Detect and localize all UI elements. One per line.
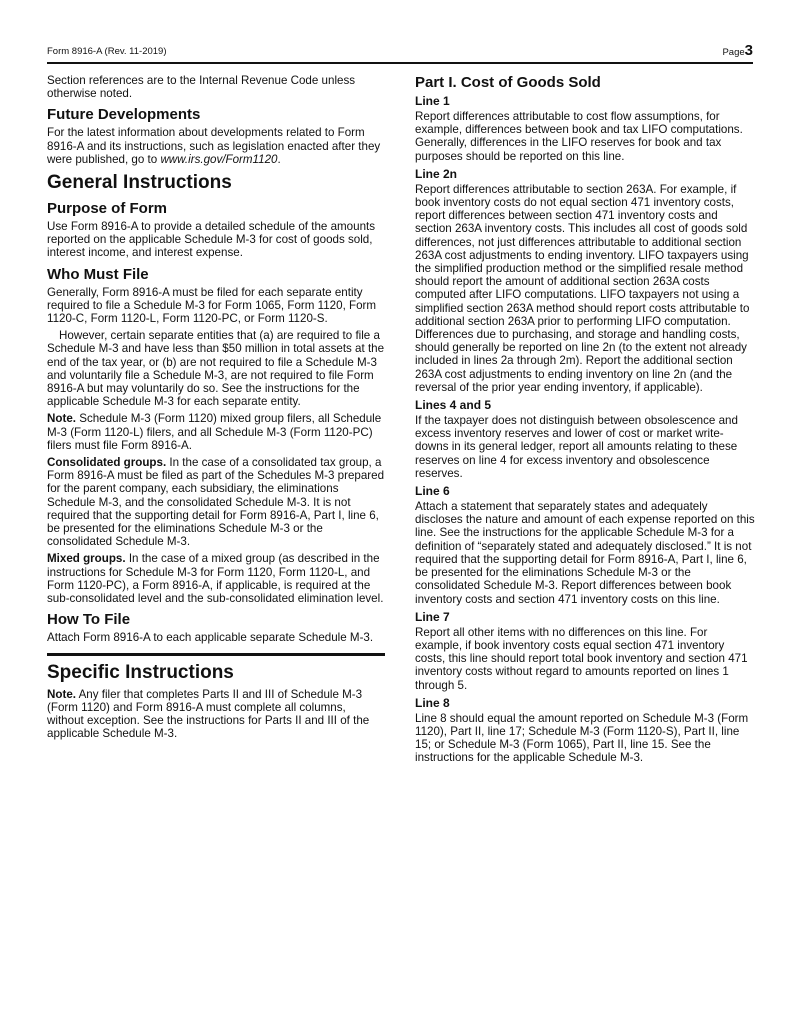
- line2n-text: Report differences attributable to section 263A. For example, if book inventory costs do not equal section 471 inventory costs, report differences between section 471 inventory costs and section 263A inventory costs. This includes all cost of goods sold differences, not just differences attributable to additional section 263A cost adjustments to ending inventory. LIFO taxpayers using the simplified production method or the simplified resale method should report the amount of additional section 263A costs computed after LIFO computations. LIFO taxpayers not using a simplified section 263A method should report costs attributable to additional section 263A prior to performing LIFO computation. Differences due to purchasing, and storage and handling costs, should generally be reported on line 2n (to the extent not already included in lines 2a through 2m). Report the additional section 263A cost adjustments to ending inventory on line 2n (and the reversal of the prior year ending inventory, if applicable).: [415, 182, 750, 394]
- future-developments-end: .: [277, 152, 281, 166]
- specific-note-paragraph: [47, 688, 385, 741]
- line6-heading: Line 6: [415, 484, 450, 499]
- line1-heading: Line 1: [415, 94, 450, 108]
- form1120-link[interactable]: www.irs.gov/Form1120: [160, 152, 278, 166]
- who-must-file-heading: Who Must File: [47, 265, 149, 283]
- line6-text: Attach a statement that separately states and adequately discloses the nature and amount of each expense reported on this line. See the instructions for the applicable Schedule M-3 for a definition of “separately stated and adequately disclosed.” It is not required that the supporting detail for Form 8916-A, Part I, line 6, be presented for the eliminations Schedule M-3 or the consolidated Schedule M-3. Report differences between book inventory costs and section 471 inventory costs on this line.: [415, 500, 755, 606]
- page-number: 3: [744, 42, 753, 59]
- mixed-groups-lead: Mixed groups.: [47, 552, 126, 566]
- note-paragraph: [47, 412, 385, 452]
- header-rule: [47, 62, 753, 64]
- part1-heading: Part I. Cost of Goods Sold: [415, 74, 601, 91]
- mixed-groups-paragraph: [47, 552, 385, 605]
- lines4-5-text: If the taxpayer does not distinguish between obsolescence and excess inventory reserves and lower of cost or market write-downs in its general ledger, report all amounts relating to these reserves on line 4 for excess inventory and obsolescence reserves.: [415, 414, 738, 480]
- line8-heading: Line 8: [415, 695, 450, 710]
- purpose-text: Use Form 8916-A to provide a detailed schedule of the amounts reported on the applicable Schedule M-3 for cost of goods sold, interest income, and interest expense.: [47, 220, 376, 260]
- how-to-file-heading: How To File: [47, 611, 131, 629]
- line2n-heading: Line 2n: [415, 166, 458, 181]
- consolidated-groups-text: In the case of a consolidated tax group, a Form 8916-A must be filed as part of the Schedules M-3 prepared for the parent company, each subsidiary, the eliminations Schedule M-3, and the consolidated Schedule M-3. It is not required that the supporting detail for Form 8916-A, Part I, line 6, be presented for the eliminations Schedule M-3 or the consolidated Schedule M-3.: [47, 456, 385, 549]
- left-column: [47, 74, 385, 744]
- form-identifier: Form 8916-A (Rev. 11-2019): [47, 46, 167, 57]
- specific-note-text: Any filer that completes Parts II and III of Schedule M-3 (Form 1120) and Form 8916-A must complete all columns, without exception. See the instructions for Parts II and III of the applicable Schedule M-3.: [47, 687, 370, 741]
- intro-text: Section references are to the Internal Revenue Code unless otherwise noted.: [47, 74, 356, 101]
- specific-note-lead: Note.: [47, 687, 76, 701]
- line1-text: Report differences attributable to cost flow assumptions, for example, differences between book and tax LIFO computations. Generally, differences in the LIFO reserves for book and tax purposes should be reported on this line.: [415, 110, 743, 163]
- general-instructions-heading: General Instructions: [47, 172, 232, 194]
- right-column: [415, 74, 755, 769]
- consolidated-groups-paragraph: [47, 456, 385, 548]
- page-label: Page: [722, 47, 745, 58]
- note-lead: Note.: [47, 412, 76, 426]
- page-number-label: [722, 43, 753, 60]
- how-to-file-text: Attach Form 8916-A to each applicable separate Schedule M-3.: [47, 631, 374, 645]
- future-developments-text: [47, 126, 385, 166]
- section-divider: [47, 653, 385, 656]
- future-developments-body: For the latest information about developments related to Form 8916-A and its instructions, such as legislation enacted after they were published, go to: [47, 126, 381, 166]
- note-text: Schedule M-3 (Form 1120) mixed group filers, all Schedule M-3 (Form 1120-L) filers, and all Schedule M-3 (Form 1120-PC) filers must file Form 8916-A.: [47, 412, 382, 452]
- line7-heading: Line 7: [415, 609, 450, 624]
- line8-text: Line 8 should equal the amount reported on Schedule M-3 (Form 1120), Part II, line 17; Schedule M-3 (Form 1120-S), Part II, line 15; or Schedule M-3 (Form 1065), Part II, line 15. See the instructions for the applicable Schedule M-3.: [415, 711, 749, 765]
- consolidated-groups-lead: Consolidated groups.: [47, 456, 167, 470]
- who-must-file-p1: Generally, Form 8916-A must be filed for each separate entity required to file a Schedule M-3 for Form 1065, Form 1120, Form 1120-C, Form 1120-L, Form 1120-PC, or Form 1120-S.: [47, 285, 377, 326]
- specific-instructions-heading: Specific Instructions: [47, 661, 234, 683]
- line7-text: Report all other items with no differences on this line. For example, if book inventory costs equal section 471 inventory costs, this line should report total book inventory and section 471 inventory costs without regard to amounts reported on lines 1 through 5.: [415, 625, 748, 692]
- future-developments-heading: Future Developments: [47, 106, 201, 124]
- purpose-heading: Purpose of Form: [47, 200, 168, 218]
- mixed-groups-text: In the case of a mixed group (as described in the instructions for Schedule M-3 for Form 1120, Form 1120-L, and Form 1120-PC), a Form 8916-A, if applicable, is required at the sub-consolidated level and the sub-consolidated elimination level.: [47, 552, 384, 606]
- page-header: [47, 42, 753, 68]
- who-must-file-p2: However, certain separate entities that (a) are required to file a Schedule M-3 and have less than $50 million in total assets at the end of the tax year, or (b) are not required to file a Schedule M-3 and voluntarily file a Schedule M-3, are not required to file Form 8916-A but may voluntarily do so. See the instructions for the applicable Schedule M-3 for each separate entity.: [47, 329, 385, 409]
- lines4-5-heading: Lines 4 and 5: [415, 398, 492, 413]
